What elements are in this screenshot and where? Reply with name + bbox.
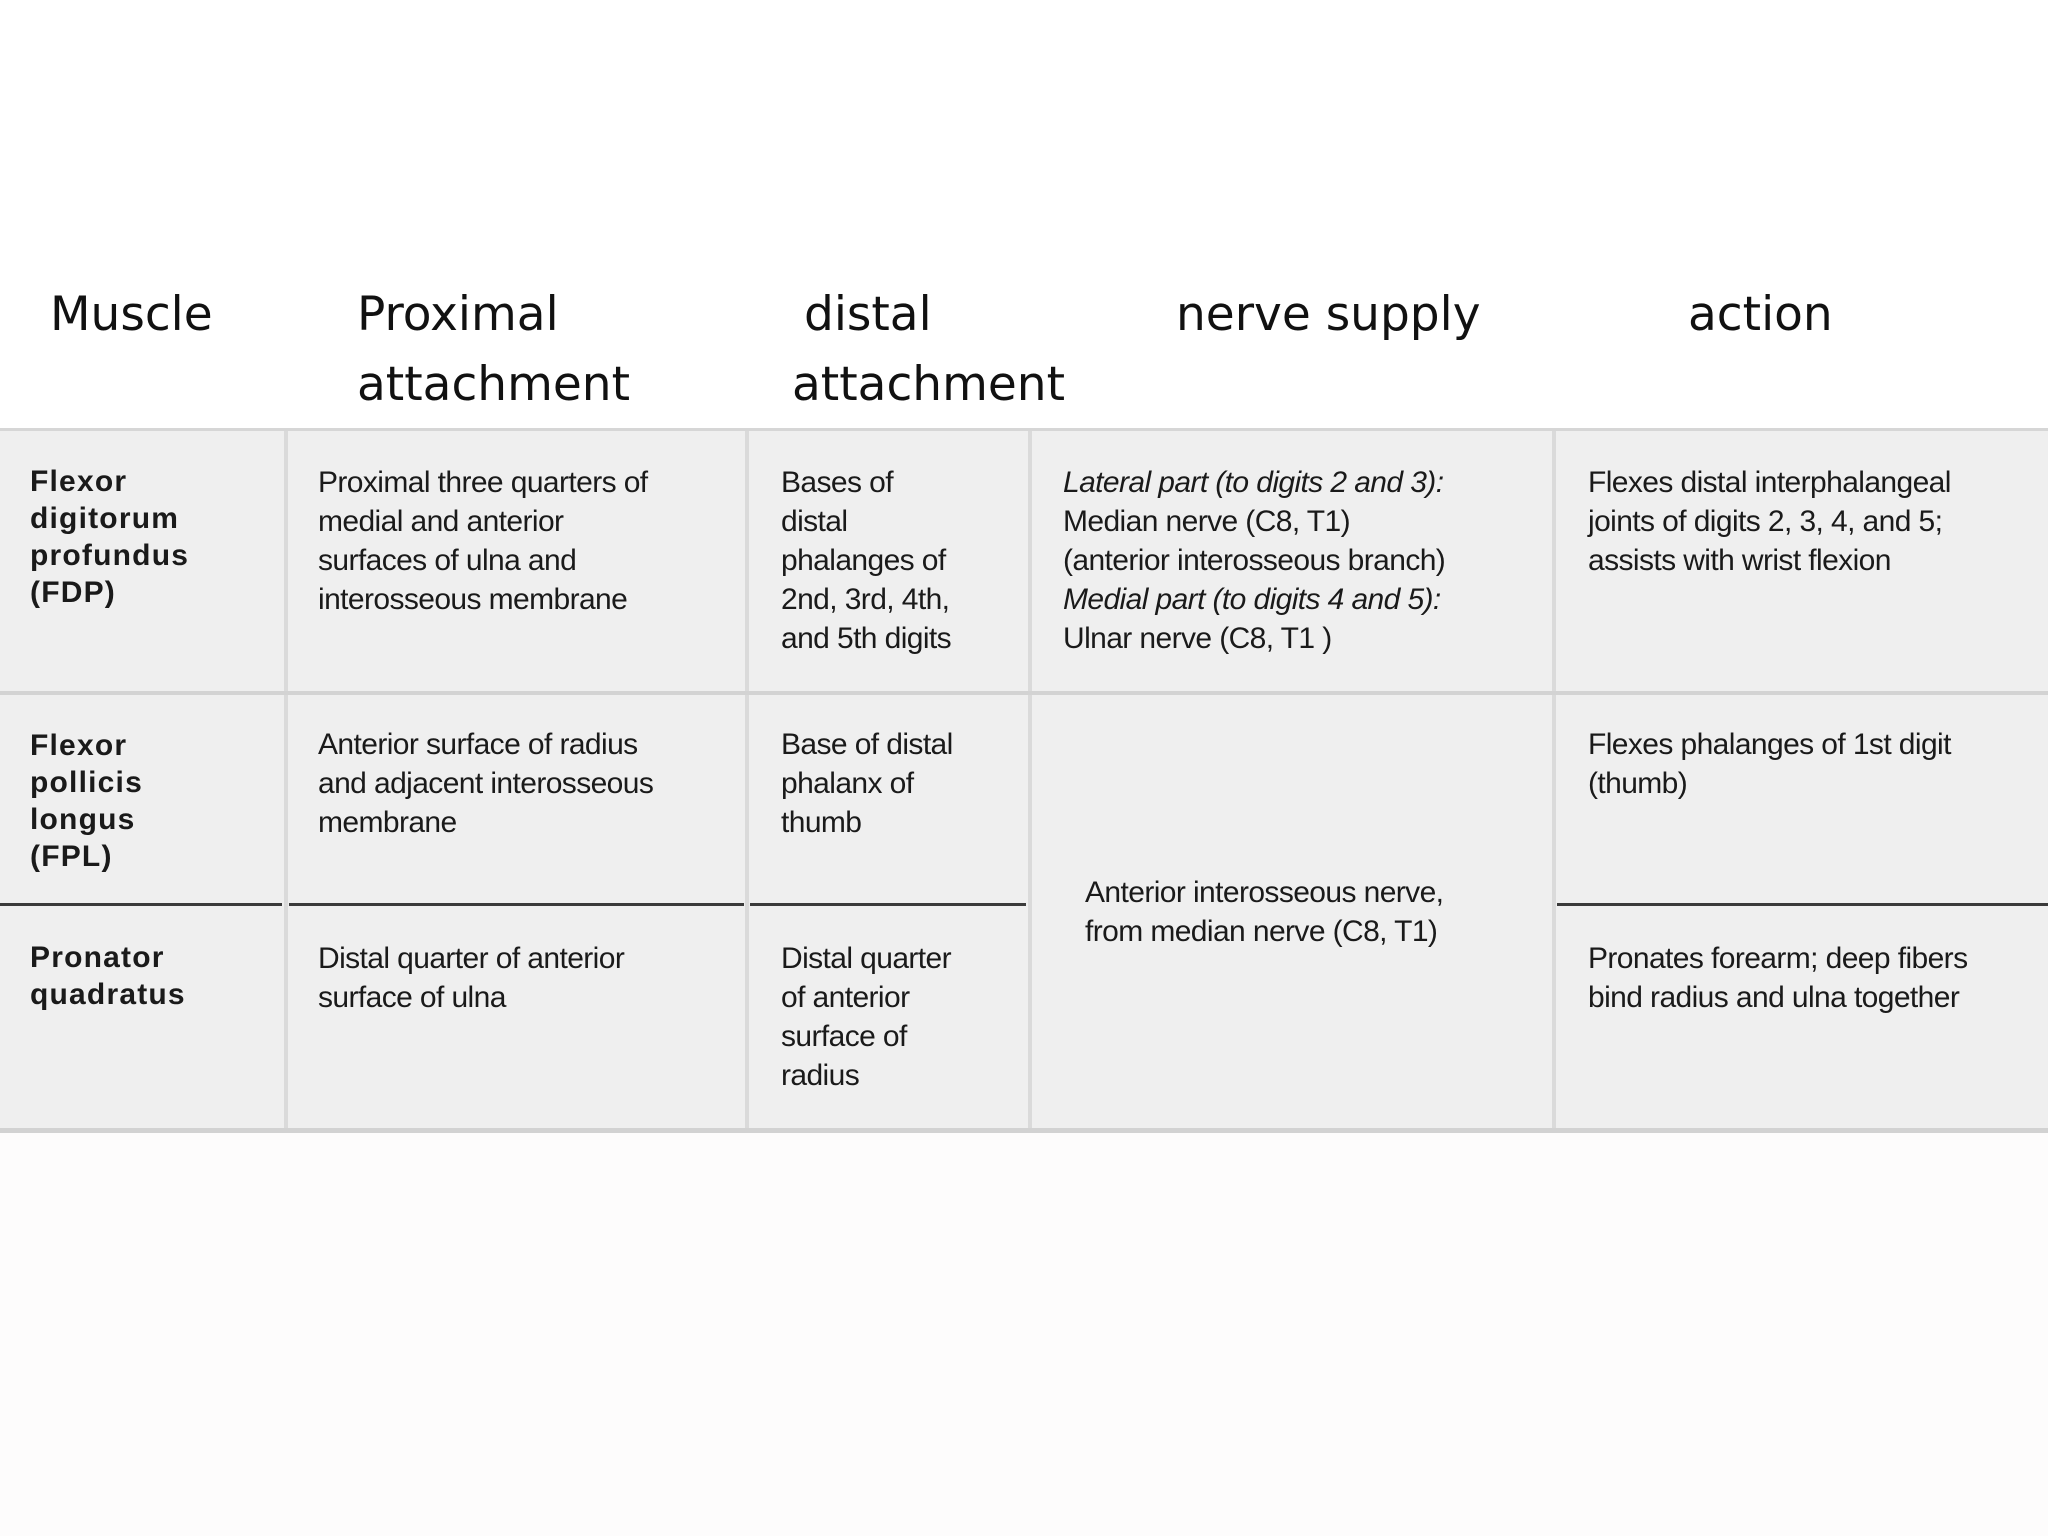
header-distal-attachment: distal attachment xyxy=(792,287,1066,412)
shared-nerve-supply: Anterior interosseous nerve, from median nerve (C8, T1) xyxy=(1085,876,1444,948)
row1-action: Flexes distal interphalangeal joints of digits 2, 3, 4, and 5; assists with wrist flexion xyxy=(1588,466,1951,577)
row-divider xyxy=(0,691,2048,695)
row2-muscle: Flexor pollicis longus (FPL) xyxy=(30,729,143,873)
row3-proximal-attachment: Distal quarter of anterior surface of ulna xyxy=(318,942,625,1014)
row2-proximal-attachment: Anterior surface of radius and adjacent interosseous membrane xyxy=(318,728,654,839)
header-nerve-supply: nerve supply xyxy=(1176,287,1481,342)
column-divider xyxy=(1028,431,1032,1128)
row2-distal-attachment: Base of distal phalanx of thumb xyxy=(781,728,953,839)
row1-distal-attachment: Bases of distal phalanges of 2nd, 3rd, 4th, and 5th digits xyxy=(781,466,952,655)
header-muscle: Muscle xyxy=(50,287,213,342)
row-divider xyxy=(0,903,282,906)
column-divider xyxy=(284,431,288,1128)
muscle-table xyxy=(0,428,2048,1133)
row3-distal-attachment: Distal quarter of anterior surface of radius xyxy=(781,942,952,1092)
row2-action: Flexes phalanges of 1st digit (thumb) xyxy=(1588,728,1951,800)
row-divider xyxy=(750,903,1026,906)
column-divider xyxy=(1552,431,1556,1128)
header-proximal-attachment: Proximal attachment xyxy=(357,287,631,412)
header-action: action xyxy=(1688,287,1833,342)
column-divider xyxy=(745,431,749,1128)
row1-muscle: Flexor digitorum profundus (FDP) xyxy=(30,465,190,609)
row-divider xyxy=(289,903,744,906)
row1-proximal-attachment: Proximal three quarters of medial and anterior surfaces of ulna and interosseous membrane xyxy=(318,466,648,616)
row-divider xyxy=(1557,903,2048,906)
row1-nerve-supply: Lateral part (to digits 2 and 3): Median nerve (C8, T1) (anterior interosseous branch) Medial part (to digits 4 and 5): Ulnar nerve (C8, T1 ) xyxy=(1063,466,1446,655)
lower-blank-area xyxy=(0,1133,2048,1536)
row3-action: Pronates forearm; deep fibers bind radius and ulna together xyxy=(1588,942,1968,1014)
row3-muscle: Pronator quadratus xyxy=(30,941,186,1011)
